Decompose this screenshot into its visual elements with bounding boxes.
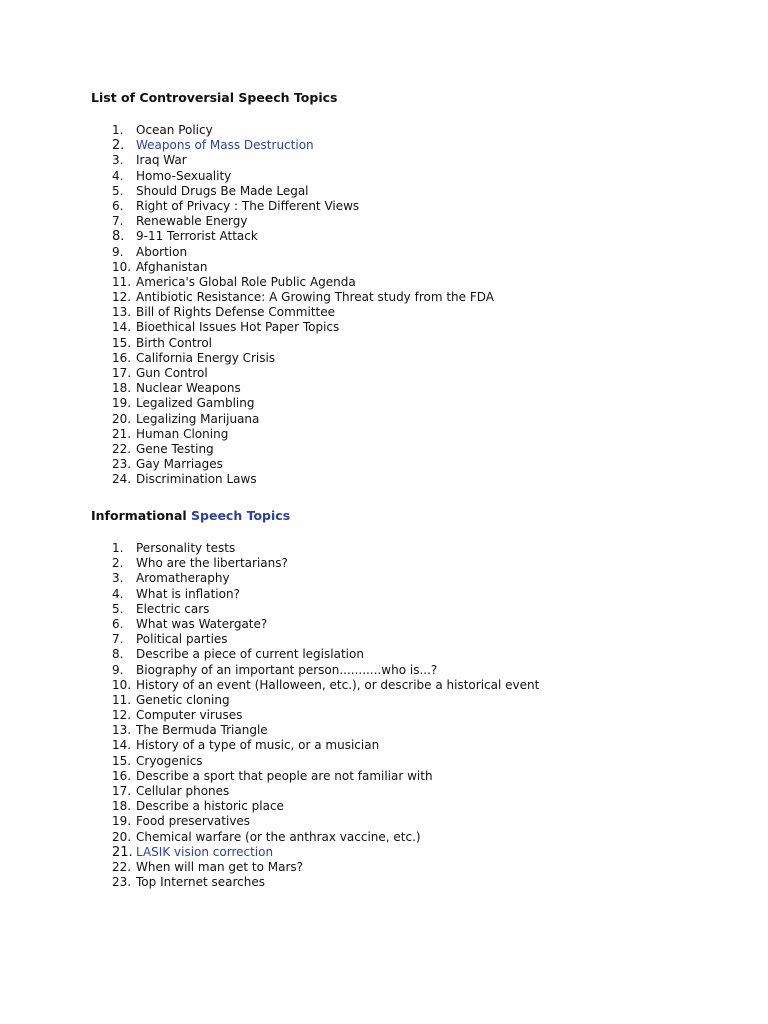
list-item-number: 13. (112, 723, 132, 738)
list-item-text: Gay Marriages (136, 457, 223, 472)
list-item-number: 7. (112, 632, 124, 647)
list-item-number: 21. (112, 844, 133, 860)
list-item-number: 4. (112, 168, 124, 183)
list-item-text: Birth Control (136, 335, 213, 350)
list-item-text: Legalized Gambling (136, 396, 255, 411)
list-item-number: 11. (112, 274, 132, 289)
list-item-text: Legalizing Marijuana (136, 411, 260, 426)
list-item-text: Describe a historic place (136, 799, 284, 814)
list-item-number: 8. (112, 647, 124, 662)
list-item-text: Political parties (136, 632, 228, 647)
list-item-number: 2. (112, 138, 125, 154)
list-item-number: 3. (112, 153, 124, 168)
list-item-text: Right of Privacy : The Different Views (136, 198, 360, 213)
list-item-number: 22. (112, 441, 132, 456)
list-item-number: 7. (112, 214, 124, 229)
list-item-text: Aromatheraphy (136, 571, 230, 586)
list-item-link[interactable]: Weapons of Mass Destruction (136, 138, 314, 153)
list-item-text: Ocean Policy (136, 123, 213, 137)
list-item-number: 19. (112, 814, 132, 829)
list-item-text: Personality tests (136, 541, 236, 555)
list-item-number: 20. (112, 411, 132, 426)
list-item-text: Abortion (136, 244, 188, 259)
list-item-text: Chemical warfare (or the anthrax vaccine, etc.) (136, 829, 421, 844)
list-item-number: 13. (112, 305, 132, 320)
list-item-number: 14. (112, 738, 132, 753)
list-item-text: History of an event (Halloween, etc.), or describe a historical event (136, 677, 540, 692)
list-item-number: 1. (112, 541, 124, 555)
list-item-number: 16. (112, 350, 132, 365)
list-item-number: 24. (112, 472, 132, 487)
list-item-number: 18. (112, 799, 132, 814)
list-item-number: 17. (112, 784, 132, 798)
list-item-number: 9. (112, 244, 124, 259)
list-item-number: 2. (112, 556, 124, 571)
section-heading-informational (91, 508, 290, 524)
list-item-text: Genetic cloning (136, 692, 230, 707)
list-item-number: 21. (112, 426, 132, 441)
list-item-text: America's Global Role Public Agenda (136, 274, 356, 289)
list-item-number: 23. (112, 875, 132, 890)
list-item-text: Bill of Rights Defense Committee (136, 305, 335, 320)
list-item-text: What was Watergate? (136, 616, 268, 631)
list-item-text: Food preservatives (136, 814, 251, 829)
list-item-text: The Bermuda Triangle (136, 723, 268, 738)
list-item-number: 10. (112, 259, 132, 274)
list-item-text: Gene Testing (136, 441, 214, 456)
list-item-number: 14. (112, 320, 132, 335)
list-item-text: Describe a piece of current legislation (136, 647, 364, 662)
list-item-text: Electric cars (136, 601, 210, 616)
list-item-text: Should Drugs Be Made Legal (136, 183, 309, 198)
list-item-number: 23. (112, 457, 132, 472)
list-item-text: When will man get to Mars? (136, 859, 304, 874)
list-item-number: 8. (112, 229, 125, 245)
list-item-text: Homo-Sexuality (136, 168, 232, 183)
list-item-number: 22. (112, 859, 132, 874)
section-heading-controversial (91, 90, 337, 106)
list-item-number: 15. (112, 753, 132, 768)
section-heading-text: List of Controversial Speech Topics (91, 90, 338, 105)
list-item-text: Cellular phones (136, 784, 230, 798)
list-item-number: 5. (112, 601, 124, 616)
list-item-number: 6. (112, 616, 124, 631)
list-item-number: 11. (112, 692, 132, 707)
list-item-number: 15. (112, 335, 132, 350)
list-item-text: Discrimination Laws (136, 472, 257, 487)
list-item-text: Afghanistan (136, 259, 208, 274)
list-item-text: Cryogenics (136, 753, 203, 768)
list-item-number: 1. (112, 123, 124, 137)
list-item-text: Iraq War (136, 153, 187, 168)
list-item-number: 9. (112, 662, 124, 677)
list-item-text: Describe a sport that people are not familiar with (136, 768, 433, 783)
list-item-number: 6. (112, 198, 124, 213)
list-item-number: 19. (112, 396, 132, 411)
list-item-number: 17. (112, 366, 132, 380)
list-item-number: 4. (112, 586, 124, 601)
list-item-text: Biography of an important person...........who is...? (136, 662, 438, 677)
list-item-text: What is inflation? (136, 586, 240, 601)
section-heading-prefix: Informational (91, 508, 192, 523)
list-item-number: 10. (112, 677, 132, 692)
list-item-number: 18. (112, 381, 132, 396)
list-item-number: 20. (112, 829, 132, 844)
list-item-number: 3. (112, 571, 124, 586)
list-item-link[interactable]: LASIK vision correction (136, 844, 274, 859)
list-item-text: History of a type of music, or a musician (136, 738, 380, 753)
list-item-text: Bioethical Issues Hot Paper Topics (136, 320, 340, 335)
list-item-text: Computer viruses (136, 708, 243, 723)
list-item-number: 16. (112, 768, 132, 783)
list-item-text: Renewable Energy (136, 214, 248, 229)
list-item-text: Antibiotic Resistance: A Growing Threat study from the FDA (136, 290, 494, 305)
list-item-number: 12. (112, 708, 132, 723)
speech-topics-link[interactable]: Speech Topics (191, 508, 291, 523)
list-item-number: 12. (112, 290, 132, 305)
list-item-text: Gun Control (136, 366, 208, 380)
list-item-text: Human Cloning (136, 426, 229, 441)
list-item-text: 9-11 Terrorist Attack (136, 229, 258, 244)
list-item-text: Who are the libertarians? (136, 556, 288, 571)
list-item-text: Top Internet searches (136, 875, 266, 890)
list-item-text: California Energy Crisis (136, 350, 276, 365)
list-item-number: 5. (112, 183, 124, 198)
list-item-text: Nuclear Weapons (136, 381, 241, 396)
